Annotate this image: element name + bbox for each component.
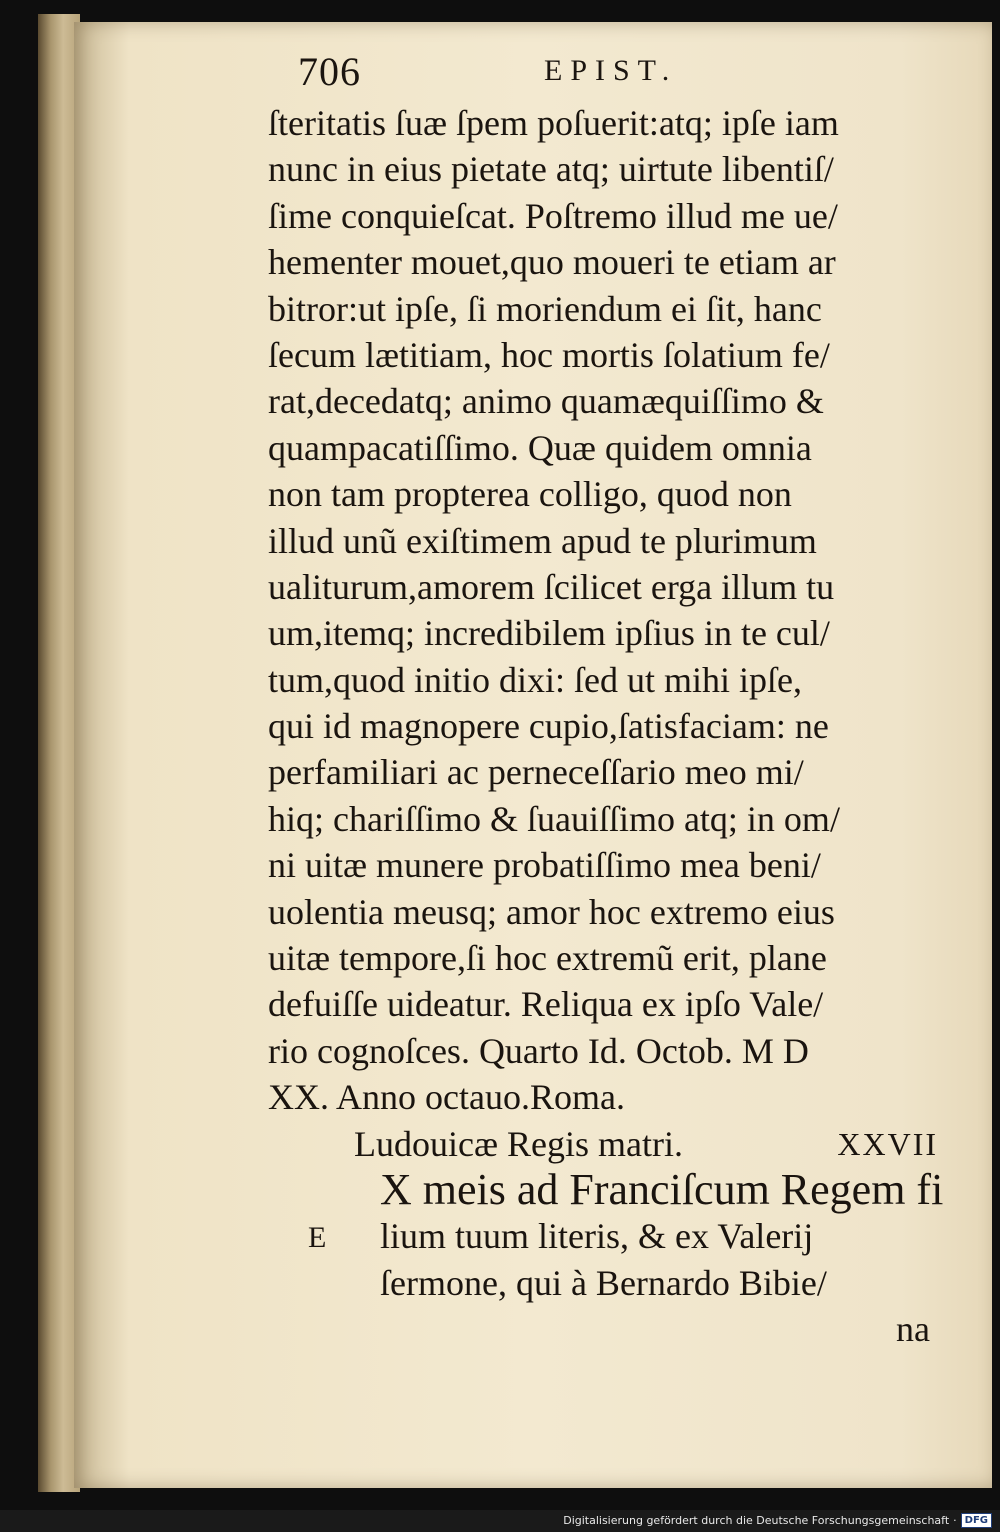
letter-heading	[268, 1121, 938, 1167]
text-line: bitror:ut ipſe, ſi moriendum ei ſit, hanc	[268, 288, 822, 329]
letter-addressee: Ludouicæ Regis matri.	[354, 1123, 683, 1164]
text-line: um,itemq; incredibilem ipſius in te cul/	[268, 613, 830, 654]
text-line: non tam propterea colligo, quod non	[268, 474, 792, 515]
text-line: XX. Anno octauo.Roma.	[268, 1077, 625, 1118]
text-line: hementer mouet,quo moueri te etiam ar	[268, 242, 836, 283]
page-header	[298, 48, 938, 96]
folio-number: 706	[298, 49, 361, 94]
letter-opening-line	[268, 1260, 938, 1306]
text-line: rat,decedatq; animo quamæquiſſimo &	[268, 381, 824, 422]
letter-opening-line	[268, 1213, 938, 1259]
text-line: quampacatiſſimo. Quæ quidem omnia	[268, 427, 812, 468]
footer-credit: Digitalisierung gefördert durch die Deutsche Forschungsgemeinschaft	[563, 1514, 950, 1527]
text-line: uolentia meusq; amor hoc extremo eius	[268, 891, 835, 932]
text-line: qui id magnopere cupio,ſatisfaciam: ne	[268, 706, 829, 747]
text-line: defuiſſe uideatur. Reliqua ex ipſo Vale/	[268, 984, 824, 1025]
letter-opening-text-1: X meis ad Franciſcum Regem fi	[380, 1164, 944, 1214]
text-line: nunc in eius pietate atq; uirtute libentiſ/	[268, 149, 834, 190]
body-text	[268, 100, 938, 1121]
text-line: rio cognoſces. Quarto Id. Octob. M D	[268, 1030, 809, 1071]
dfg-logo-icon: DFG	[961, 1513, 992, 1528]
letter-opening-text-2: lium tuum literis, & ex Valerij	[380, 1216, 814, 1257]
text-line: ualiturum,amorem ſcilicet erga illum tu	[268, 566, 835, 607]
text-line: hiq; chariſſimo & ſuauiſſimo atq; in om/	[268, 798, 840, 839]
text-line: perfamiliari ac perneceſſario meo mi/	[268, 752, 804, 793]
text-line: ſteritatis ſuæ ſpem poſuerit:atq; ipſe iam	[268, 103, 839, 143]
text-line: ſime conquieſcat. Poſtremo illud me ue/	[268, 195, 838, 236]
letter-opening-text-3: ſermone, qui à Bernardo Bibie/	[380, 1262, 827, 1303]
margin-initial-letter: E	[308, 1221, 327, 1255]
text-line: illud unũ exiſtimem apud te plurimum	[268, 520, 817, 561]
catchword: na	[896, 1309, 930, 1350]
text-line: uitæ tempore,ſi hoc extremũ erit, plane	[268, 938, 827, 979]
digitization-footer: Digitalisierung gefördert durch die Deutsche Forschungsgemeinschaft · DFG	[563, 1513, 992, 1528]
text-line: ni uitæ munere probatiſſimo mea beni/	[268, 845, 821, 886]
text-line: ſecum lætitiam, hoc mortis ſolatium fe/	[268, 334, 830, 375]
text-line: tum,quod initio dixi: ſed ut mihi ipſe,	[268, 659, 802, 700]
letter-opening-line	[268, 1164, 944, 1214]
letter-number: XXVII	[837, 1125, 938, 1162]
running-head: EPIST.	[544, 54, 678, 87]
text-block	[268, 100, 944, 1353]
